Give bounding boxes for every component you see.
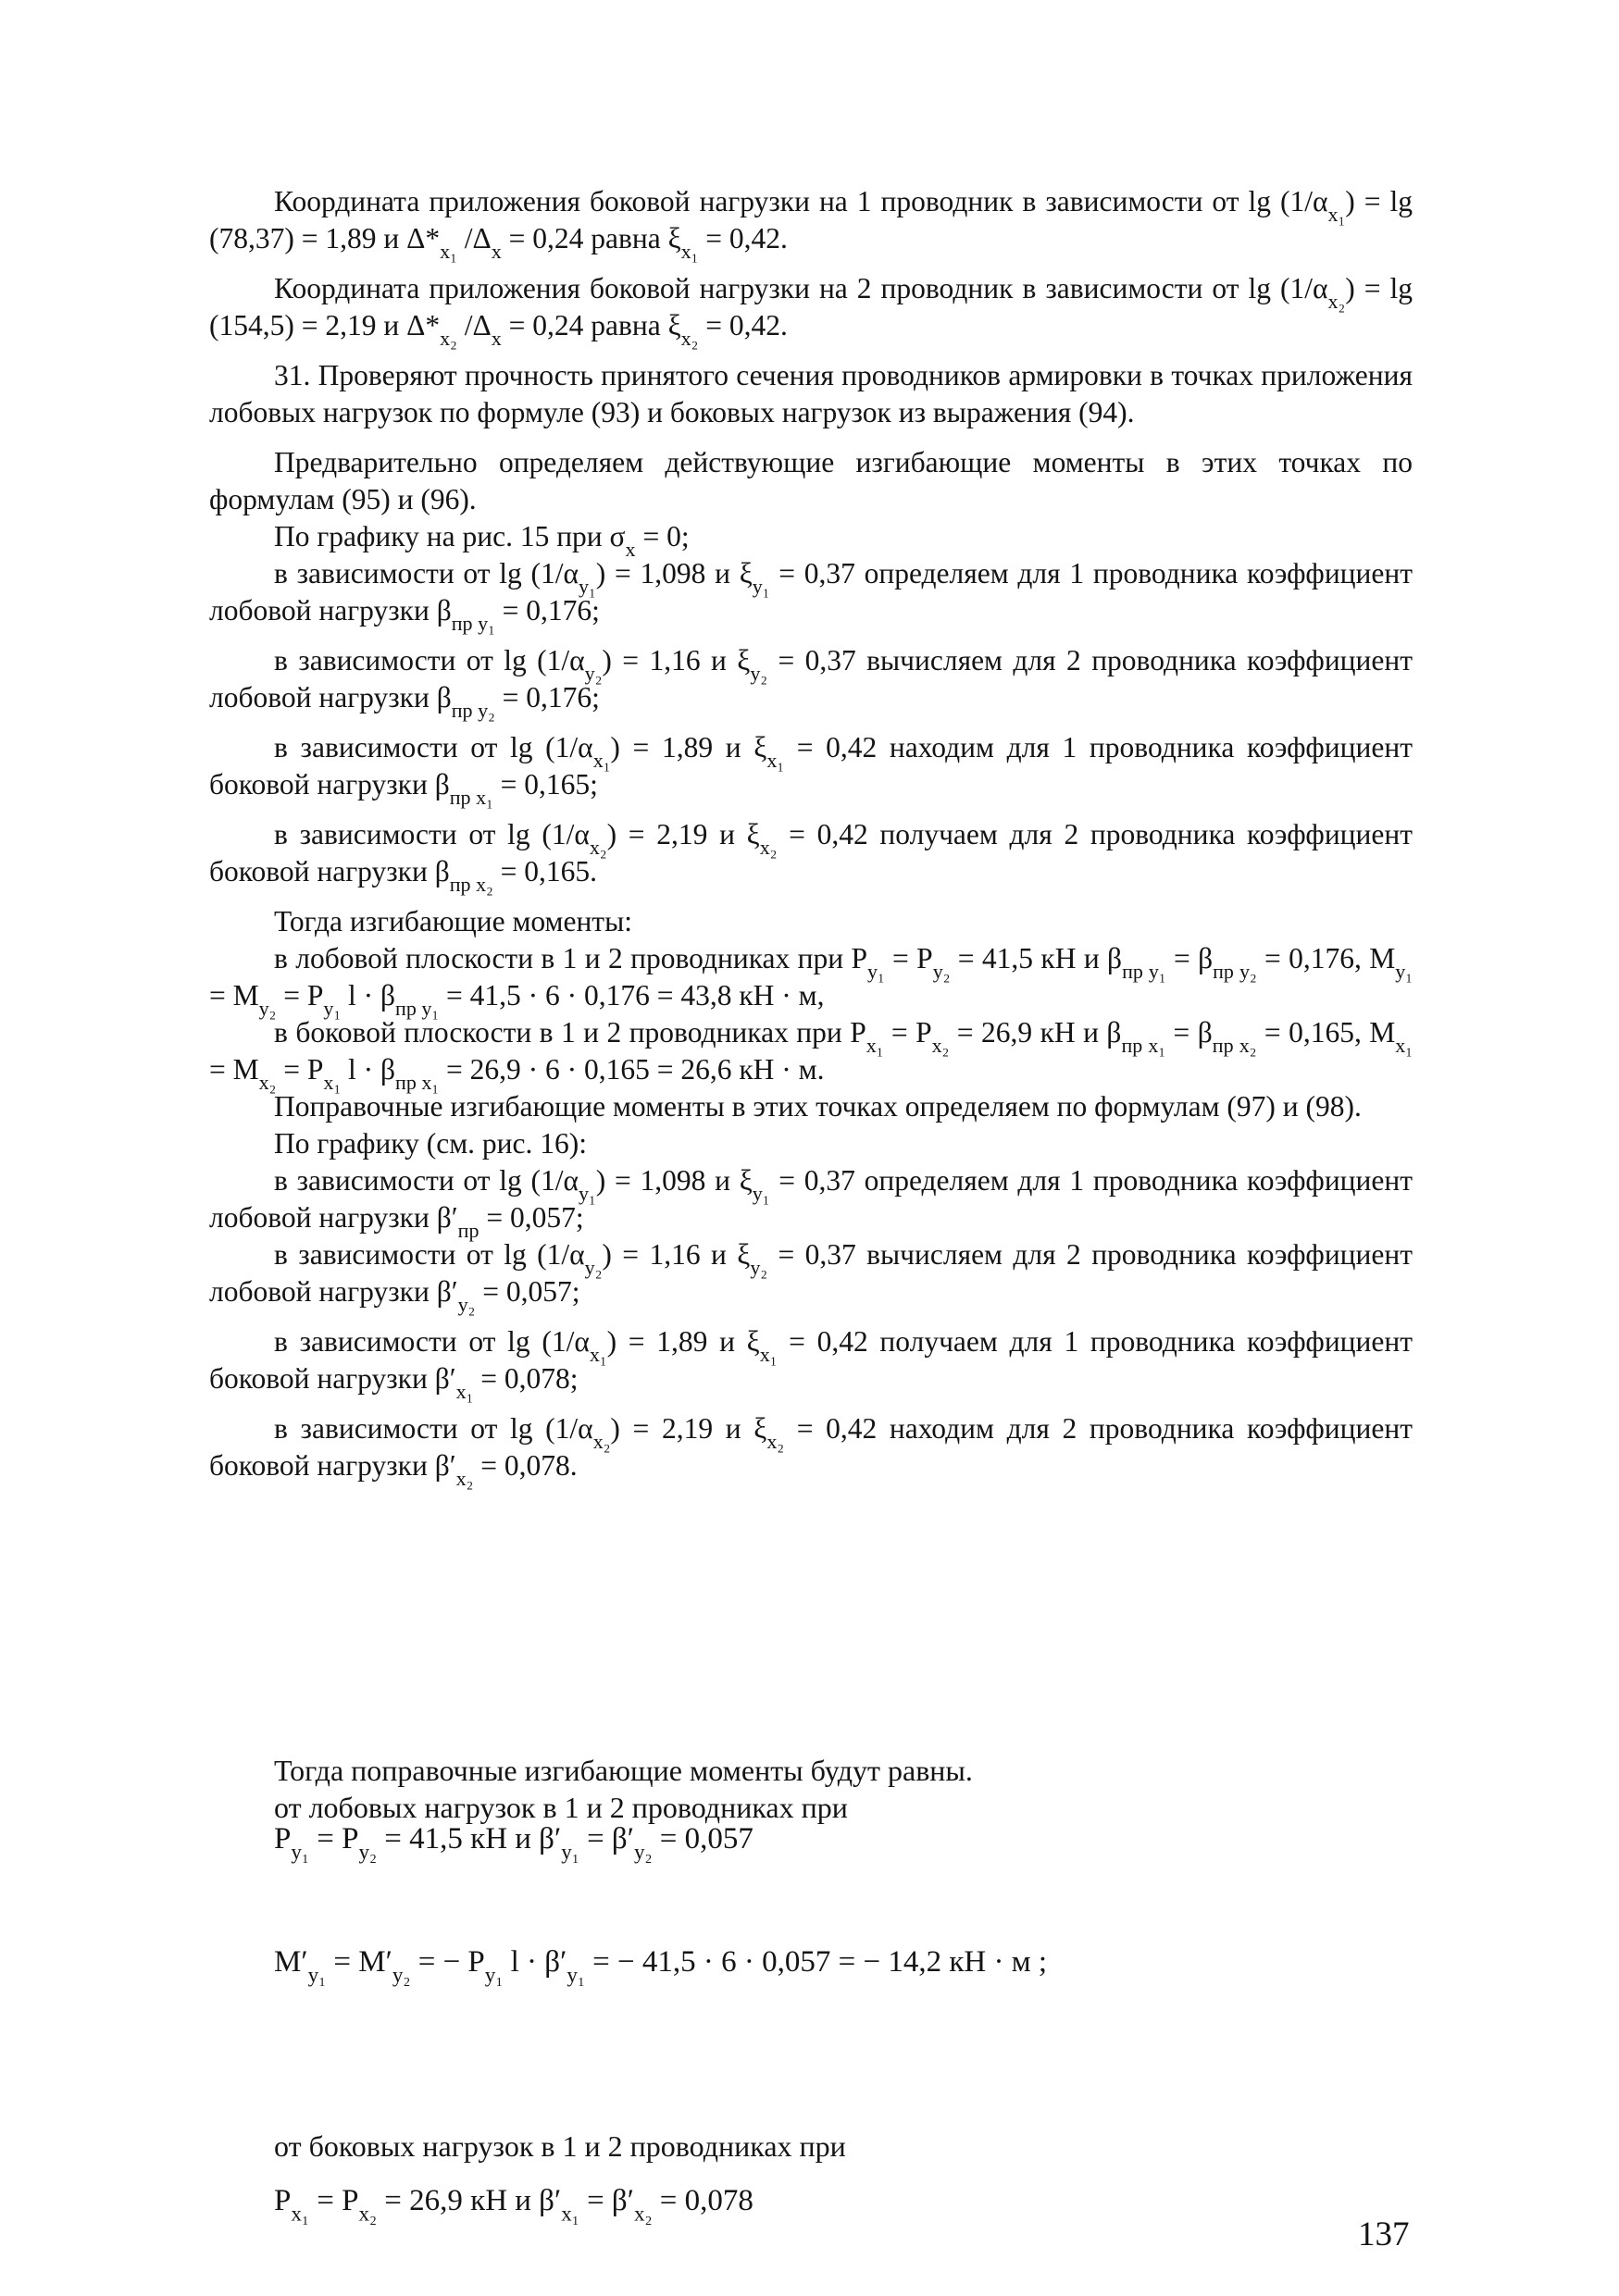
paragraph-15: в зависимости от $\lg (1/\alpha_{y_1}) = 1,098$ и $\xi_{y_1} = 0,37$ определяем для 1 проводника коэффициент лобовой нагрузки $\beta'_{пр} = 0,057$; (209, 1164, 1413, 1243)
paragraph-14: По графику (см. рис. 16): (274, 1127, 588, 1160)
from-lateral-line: от боковых нагрузок в 1 и 2 проводниках при (274, 2129, 846, 2163)
frontal-moment-formula: $M'_{y_1} = M'_{y_2}$ = − $P_{y_1}$ $l \cdot \beta'_{y_1}$ = − 41,5 · 6 · 0,057 = − 14,2 кН · м ; (274, 1945, 1047, 1987)
paragraph-5: По графику на рис. 15 при $\sigma_x = 0$; (274, 520, 690, 562)
paragraph-8: в зависимости от $\lg (1/\alpha_{x_1}) = 1,89$ и $\xi_{x_1} = 0,42$ находим для 1 проводника коэффициент боковой нагрузки $\beta_{пр x_1} = 0,165$; (209, 731, 1413, 810)
paragraph-12: в боковой плоскости в 1 и 2 проводниках при $P_{x_1} = P_{x_2} = 26,9$ кН и $\beta_{пр x_1} = \beta_{пр x_2} = 0,165$, $M_{x_1} = M_{x_2} = P_{x_1}$ $l \cdot \beta_{пр x_1} = 26,9 \cdot 6 \cdot 0,165 = 26,6$ кН · м. (209, 1016, 1413, 1095)
paragraph-16: в зависимости от $\lg (1/\alpha_{y_2}) = 1,16$ и $\xi_{y_2} = 0,37$ вычисляем для 2 проводника коэффициент лобовой нагрузки $\beta'_{y_2} = 0,057$; (209, 1238, 1413, 1317)
paragraph-2: Координата приложения боковой нагрузки на 2 проводник в зависимости от $\lg (1/\alpha_{x_2}) = \lg (154,5) = 2,19$ и $\Delta*_{x_2}$ $/\Delta_x = 0,24$ равна $\xi_{x_2} = 0,42$. (209, 272, 1413, 351)
paragraph-17: в зависимости от $\lg (1/\alpha_{x_1}) = 1,89$ и $\xi_{x_1} = 0,42$ получаем для 1 проводника коэффициент боковой нагрузки $\beta'_{x_1} = 0,078$; (209, 1325, 1414, 1404)
then-corrective-paragraph (209, 1752, 1413, 1826)
from-frontal-line: от лобовых нагрузок в 1 и 2 проводниках при (274, 1791, 848, 1824)
lateral-paragraph (209, 2128, 1413, 2165)
paragraph-10: Тогда изгибающие моменты: (274, 905, 632, 937)
paragraph-13: Поправочные изгибающие моменты в этих точках определяем по формулам (97) и (98). (274, 1090, 1362, 1123)
then-corrective-line: Тогда поправочные изгибающие моменты будут равны. (274, 1754, 973, 1787)
frontal-given-formula: $P_{y_1} = P_{y_2} = 41,5$ кН и $\beta'_{y_1} = \beta'_{y_2} = 0,057$ (274, 1822, 753, 1864)
paragraph-4: Предварительно определяем действующие изгибающие моменты в этих точках по формулам (95) и (96). (209, 446, 1413, 515)
paragraph-9: в зависимости от $\lg (1/\alpha_{x_2}) = 2,19$ и $\xi_{x_2} = 0,42$ получаем для 2 проводника коэффициент боковой нагрузки $\beta_{пр x_2} = 0,165$. (209, 818, 1414, 897)
paragraph-1: Координата приложения боковой нагрузки на 1 проводник в зависимости от $\lg (1/\alpha_{x_1}) = \lg (78,37) = 1,89$ и $\Delta*_{x_1}$ $/\Delta_x = 0,24$ равна $\xi_{x_1} = 0,42$. (209, 185, 1413, 264)
lateral-given-formula: $P_{x_1} = P_{x_2} = 26,9$ кН и $\beta'_{x_1} = \beta'_{x_2} = 0,078$ (274, 2184, 753, 2226)
paragraph-6: в зависимости от $\lg (1/\alpha_{y_1}) = 1,098$ и $\xi_{y_1} = 0,37$ определяем для 1 проводника коэффициент лобовой нагрузки $\beta_{пр y_1} = 0,176$; (209, 557, 1413, 636)
main-text-block (209, 183, 1414, 1491)
paragraph-18: в зависимости от $\lg (1/\alpha_{x_2}) = 2,19$ и $\xi_{x_2} = 0,42$ находим для 2 проводника коэффициент боковой нагрузки $\beta'_{x_2} = 0,078$. (209, 1412, 1413, 1491)
paragraph-11: в лобовой плоскости в 1 и 2 проводниках при $P_{y_1} = P_{y_2} = 41,5$ кН и $\beta_{пр y_1} = \beta_{пр y_2} = 0,176$, $M_{y_1} = M_{y_2} = P_{y_1}$ $l \cdot \beta_{пр y_1} = 41,5 \cdot 6 \cdot 0,176 = 43,8$ кН · м, (209, 942, 1413, 1021)
paragraph-3: 31. Проверяют прочность принятого сечения проводников армировки в точках приложения лобовых нагрузок по формуле (93) и боковых нагрузок из выражения (94). (209, 359, 1413, 428)
paragraph-7: в зависимости от $\lg (1/\alpha_{y_2}) = 1,16$ и $\xi_{y_2} = 0,37$ вычисляем для 2 проводника коэффициент лобовой нагрузки $\beta_{пр y_2} = 0,176$; (209, 644, 1413, 723)
page-number: 137 (1358, 2215, 1410, 2253)
